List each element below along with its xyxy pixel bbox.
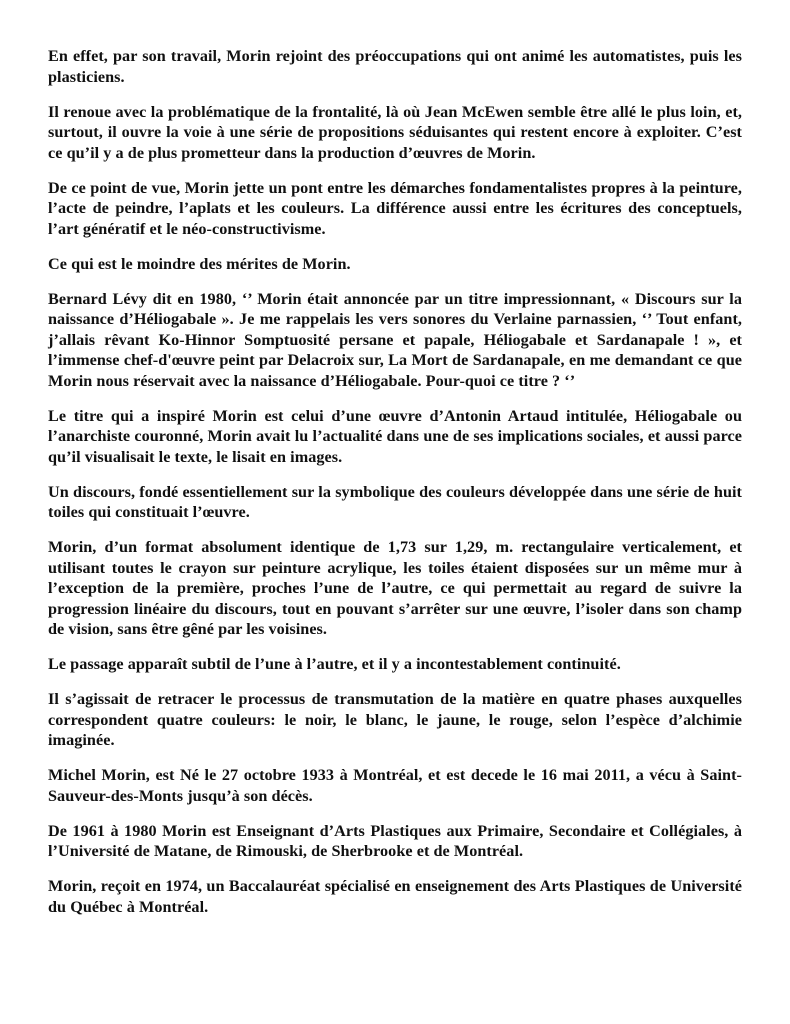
paragraph: Le titre qui a inspiré Morin est celui d’une œuvre d’Antonin Artaud intitulée, Héliogabale ou l’anarchiste couronné, Morin avait lu l’actualité dans une de ses implications sociales, et aussi parce qu’il visualisait le texte, le lisait en images.: [48, 406, 742, 466]
paragraph: Il renoue avec la problématique de la frontalité, là où Jean McEwen semble être allé le plus loin, et, surtout, il ouvre la voie à une série de propositions séduisantes qui restent encore à exploiter. C’est ce qu’il y a de plus prometteur dans la production d’œuvres de Morin.: [48, 102, 742, 162]
paragraph: Morin, reçoit en 1974, un Baccalauréat spécialisé en enseignement des Arts Plastiques de Université du Québec à Montréal.: [48, 877, 742, 916]
paragraph: Michel Morin, est Né le 27 octobre 1933 à Montréal, et est decede le 16 mai 2011, a vécu à Saint-Sauveur-des-Monts jusqu’à son décès.: [48, 766, 742, 805]
paragraph: Morin, d’un format absolument identique de 1,73 sur 1,29, m. rectangulaire verticalement, et utilisant toutes le crayon sur peinture acrylique, les toiles étaient disposées sur un même mur à l’exception de la première, proches l’une de l’autre, ce qui permettait au regard de suivre la progression linéaire du discours, tout en pouvant s’arrêter sur une œuvre, l’isoler dans son champ de vision, sans être gêné par les voisines.: [48, 538, 742, 638]
paragraph: Le passage apparaît subtil de l’une à l’autre, et il y a incontestablement continuité.: [48, 655, 621, 673]
paragraph: Bernard Lévy dit en 1980, ‘’ Morin était annoncée par un titre impressionnant, « Discours sur la naissance d’Héliogabale ». Je me rappelais les vers sonores du Verlaine parnassien, ‘’ Tout enfant, j’allais rêvant Ko-Hinnor Somptuosité persane et papale, Héliogabale et Sardanapale ! », et l’immense chef-d'œuvre peint par Delacroix sur, La Mort de Sardanapale, en me demandant ce que Morin nous réservait avec la naissance d’Héliogabale. Pour-quoi ce titre ? ‘’: [48, 289, 742, 390]
paragraph: Il s’agissait de retracer le processus de transmutation de la matière en quatre phases auxquelles correspondent quatre couleurs: le noir, le blanc, le jaune, le rouge, selon l’espèce d’alchimie imaginée.: [48, 690, 742, 749]
paragraph: Un discours, fondé essentiellement sur la symbolique des couleurs développée dans une série de huit toiles qui constituait l’œuvre.: [48, 482, 742, 521]
document-body: [48, 46, 742, 932]
paragraph: De 1961 à 1980 Morin est Enseignant d’Arts Plastiques aux Primaire, Secondaire et Collégiales, à l’Université de Matane, de Rimouski, de Sherbrooke et de Montréal.: [48, 821, 742, 860]
paragraph: De ce point de vue, Morin jette un pont entre les démarches fondamentalistes propres à la peinture, l’acte de peindre, l’aplats et les couleurs. La différence aussi entre les écritures des conceptuels, l’art génératif et le néo-constructivisme.: [48, 178, 742, 238]
paragraph: Ce qui est le moindre des mérites de Morin.: [48, 254, 351, 273]
paragraph: En effet, par son travail, Morin rejoint des préoccupations qui ont animé les automatistes, puis les plasticiens.: [48, 47, 742, 86]
